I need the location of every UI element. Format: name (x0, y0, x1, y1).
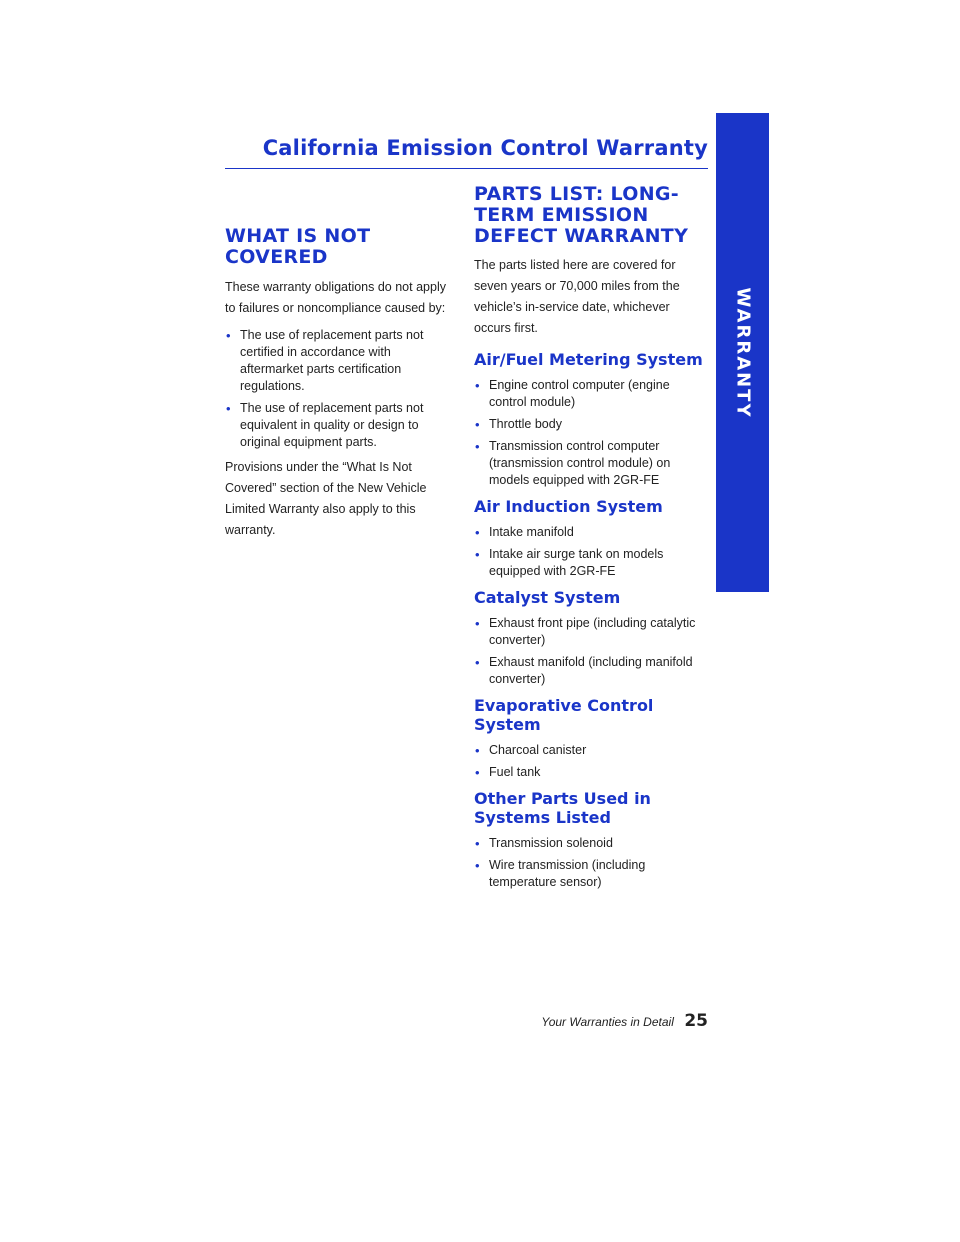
list-item-text: Intake air surge tank on models equipped with 2GR-FE (489, 547, 664, 578)
list-item (474, 438, 708, 489)
not-covered-list (225, 327, 457, 451)
side-tab (716, 113, 769, 592)
section-list-air-induction (474, 524, 708, 580)
list-item (474, 377, 708, 411)
list-item (474, 524, 708, 541)
list-item-text: Wire transmission (including temperature sensor) (489, 858, 646, 889)
section-title-air-fuel: Air/Fuel Metering System (474, 350, 703, 369)
right-column (474, 184, 708, 896)
parts-list-heading: PARTS LIST: LONG-TERM EMISSION DEFECT WARRANTY (474, 183, 689, 247)
bullet-icon: • (475, 378, 480, 393)
list-item (474, 857, 708, 891)
list-item (474, 654, 708, 688)
list-item-text: The use of replacement parts not equivalent in quality or design to original equipment parts. (240, 401, 424, 449)
list-item-text: Transmission solenoid (489, 836, 613, 850)
bullet-icon: • (475, 765, 480, 780)
list-item (474, 764, 708, 781)
section-title-catalyst: Catalyst System (474, 588, 621, 607)
list-item-text: Intake manifold (489, 525, 574, 539)
list-item (474, 835, 708, 852)
side-tab-label: WARRANTY (732, 286, 753, 419)
footer-label: Your Warranties in Detail (541, 1015, 674, 1029)
list-item (474, 615, 708, 649)
list-item (225, 327, 457, 395)
not-covered-note: Provisions under the “What Is Not Covered” section of the New Vehicle Limited Warranty also apply to this warranty. (225, 460, 427, 537)
page-number: 25 (684, 1011, 708, 1031)
list-item-text: Charcoal canister (489, 743, 587, 757)
bullet-icon: • (475, 616, 480, 631)
section-list-evaporative (474, 742, 708, 781)
bullet-icon: • (475, 547, 480, 562)
list-item (474, 546, 708, 580)
section-list-other-parts (474, 835, 708, 891)
list-item-text: Transmission control computer (transmission control module) on models equipped with 2GR-FE (489, 439, 671, 487)
section-list-air-fuel (474, 377, 708, 489)
bullet-icon: • (475, 525, 480, 540)
header-divider (225, 168, 708, 169)
section-list-catalyst (474, 615, 708, 688)
left-column (225, 226, 457, 541)
bullet-icon: • (475, 439, 480, 454)
list-item (474, 742, 708, 759)
list-item-text: Throttle body (489, 417, 562, 431)
list-item-text: Fuel tank (489, 765, 541, 779)
list-item (474, 416, 708, 433)
bullet-icon: • (226, 401, 231, 416)
not-covered-heading: WHAT IS NOT COVERED (225, 225, 371, 268)
page-footer (541, 1011, 708, 1031)
bullet-icon: • (475, 743, 480, 758)
list-item-text: Exhaust front pipe (including catalytic converter) (489, 616, 696, 647)
page-header-title: California Emission Control Warranty (262, 136, 708, 160)
bullet-icon: • (475, 836, 480, 851)
list-item-text: Exhaust manifold (including manifold converter) (489, 655, 693, 686)
list-item (225, 400, 457, 451)
bullet-icon: • (226, 328, 231, 343)
not-covered-intro: These warranty obligations do not apply to failures or noncompliance caused by: (225, 280, 446, 315)
bullet-icon: • (475, 655, 480, 670)
list-item-text: Engine control computer (engine control module) (489, 378, 670, 409)
section-title-air-induction: Air Induction System (474, 497, 663, 516)
list-item-text: The use of replacement parts not certified in accordance with aftermarket parts certification regulations. (240, 328, 424, 393)
bullet-icon: • (475, 858, 480, 873)
parts-list-intro: The parts listed here are covered for seven years or 70,000 miles from the vehicle’s in-service date, whichever occurs first. (474, 258, 680, 335)
section-title-other-parts: Other Parts Used in Systems Listed (474, 789, 651, 827)
bullet-icon: • (475, 417, 480, 432)
section-title-evaporative: Evaporative Control System (474, 696, 654, 734)
